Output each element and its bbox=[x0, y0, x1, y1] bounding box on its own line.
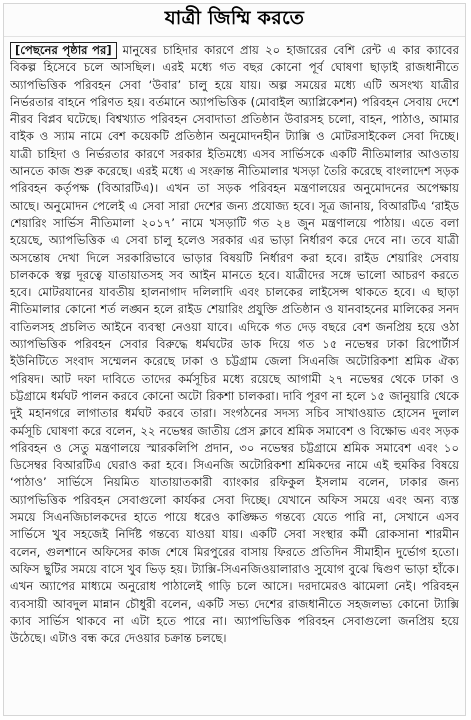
continued-from-back-page-label: [পেছনের পৃষ্ঠার পর] bbox=[10, 42, 117, 59]
article-body-text: মানুষের চাহিদার কারণে প্রায় ২০ হাজারের বেশি রেন্ট এ কার ক্যাবের বিকল্প হিসেবে চলে আসছিল। এরই মধ্যে গত বছর কোনো পূর্ব ঘোষণা ছাড়াই রাজধানীতে অ্যাপভিত্তিক পরিবহন সেবা ‘উবার’ চালু হয়ে যায়। অল্প সময়ের মধ্যে এটি অসংখ্য যাত্রীর নির্ভরতার বাহনে পরিণত হয়। বর্তমানে অ্যাপভিত্তিক (মোবাইল অ্যাপ্লিকেশন) পরিবহন সেবায় দেশে নীরব বিপ্লব ঘটেছে। বিশ্বখ্যাত পরিবহন সেবাদাতা প্রতিষ্ঠান উবারসহ চলো, বাহন, পাঠাও, আমার বাইক ও স্যাম নামে বেশ কয়েকটি প্রতিষ্ঠান অনুমোদনহীন ট্যাক্সি ও মোটরসাইকেল সেবা দিচ্ছে। যাত্রী চাহিদা ও নির্ভরতার কারণে সরকার ইতিমধ্যে এসব সার্ভিসকে একটি নীতিমালার আওতায় আনতে কাজ শুরু করেছে। এরই মধ্যে এ সংক্রান্ত নীতিমালার খসড়া তৈরি করেছে বাংলাদেশ সড়ক পরিবহন কর্তৃপক্ষ (বিআরটিএ)। এখন তা সড়ক পরিবহন মন্ত্রণালয়ের অনুমোদনের অপেক্ষায় আছে। অনুমোদন পেলেই এ সেবা সারা দেশের জন্য প্রযোজ্য হবে। সূত্র জানায়, বিআরটিএ ‘রাইড শেয়ারিং সার্ভিস নীতিমালা ২০১৭’ নামে খসড়াটি গত ২৪ জুন মন্ত্রণালয়ে পাঠায়। এতে বলা হয়েছে, অ্যাপভিত্তিক এ সেবা চালু হলেও সরকার এর ভাড়া নির্ধারণ করে দেবে না। তবে যাত্রী অসন্তোষ দেখা দিলে সরকারিভাবে ভাড়ার বিষয়টি নির্ধারণ করা হবে। রাইড শেয়ারিং সেবায় চালককে স্বল্প দূরত্বে যাতায়াতসহ সব আইন মানতে হবে। যাত্রীদের সঙ্গে ভালো আচরণ করতে হবে। মোটরযানের যাবতীয় হালনাগাদ দলিলাদি এবং চালকের লাইসেন্স থাকতে হবে। এ ছাড়া নীতিমালার কোনো শর্ত লঙ্ঘন হলে রাইড শেয়ারিং প্রযুক্তি প্রতিষ্ঠান ও যানবাহনের মালিকের সনদ বাতিলসহ প্রচলিত আইনে ব্যবস্থা নেওয়া যাবে। এদিকে গত দেড় বছরে বেশ জনপ্রিয় হয়ে ওঠা অ্যাপভিত্তিক পরিবহন সেবার বিরুদ্ধে ধর্মঘটের ডাক দিয়ে গত ১৫ নভেম্বর ঢাকা রিপোর্টার্স ইউনিটিতে সংবাদ সম্মেলন করেছে ঢাকা ও চট্টগ্রাম জেলা সিএনজি অটোরিকশা শ্রমিক ঐক্য পরিষদ। আট দফা দাবিতে তাদের কর্মসূচির মধ্যে রয়েছে আগামী ২৭ নভেম্বর থেকে ঢাকা ও চট্টগ্রামে ধর্মঘট পালন করবে কোনো অটো রিকশা চালকরা। দাবি পূরণ না হলে ১৫ জানুয়ারি থেকে দুই মহানগরে লাগাতার ধর্মঘট করবে তারা। সংগঠনের সদস্য সচিব সাখাওয়াত হোসেন দুলাল কর্মসূচি ঘোষণা করে বলেন, ২২ নভেম্বর জাতীয় প্রেস ক্লাবে শ্রমিক সমাবেশ ও বিক্ষোভ এবং সড়ক পরিবহন ও সেতু মন্ত্রণালয়ে স্মারকলিপি প্রদান, ৩০ নভেম্বর চট্টগ্রামে শ্রমিক সমাবেশ এবং ১০ ডিসেম্বর বিআরটিএ ঘেরাও করা হবে। সিএনজি অটোরিকশা শ্রমিকদের নামে এই হুমকির বিষয়ে ‘পাঠাও’ সার্ভিসে নিয়মিত যাতায়াতকারী ব্যাংকার রফিকুল ইসলাম বলেন, ঢাকার জন্য অ্যাপভিত্তিক পরিবহন সেবাগুলো কার্যকর সেবা দিচ্ছে। যেখানে অফিস সময়ে এবং অন্য ব্যস্ত সময়ে সিএনজিচালকদের হাতে পায়ে ধরেও কাঙ্ক্ষিত গন্তব্যে যেতে পারি না, সেখানে এসব সার্ভিসে খুব সহজেই নির্দিষ্ট গন্তব্যে যাওয়া যায়। একটি সেবা সংস্থার কর্মী রোকসানা শারমীন বলেন, গুলশানে অফিসের কাজ শেষে মিরপুরের বাসায় ফিরতে প্রতিদিন সীমাহীন দুর্ভোগ হতো। অফিস ছুটির সময়ে বাসে খুব ভিড় হয়। ট্যাক্সি-সিএনজিওয়ালারাও সুযোগ বুঝে দ্বিগুণ ভাড়া হাঁকে। এখন অ্যাপের মাধ্যমে অনুরোধ পাঠালেই গাড়ি চলে আসে। দরদামেরও ঝামেলা নেই। পরিবহন ব্যবসায়ী আবদুল মান্নান চৌধুরী বলেন, একটি সভ্য দেশের রাজধানীতে সহজলভ্য কোনো ট্যাক্সি ক্যাব সার্ভিস থাকবে না এটা হতে পারে না। অ্যাপভিত্তিক পরিবহন সেবাগুলো জনপ্রিয় হয়ে উঠেছে। এটাও বন্ধ করে দেওয়ার চক্রান্ত চলছে। bbox=[10, 43, 459, 646]
article-body bbox=[10, 42, 459, 714]
headline-banner bbox=[4, 4, 465, 37]
newspaper-clipping bbox=[3, 3, 466, 716]
headline: যাত্রী জিম্মি করতে bbox=[164, 7, 305, 29]
